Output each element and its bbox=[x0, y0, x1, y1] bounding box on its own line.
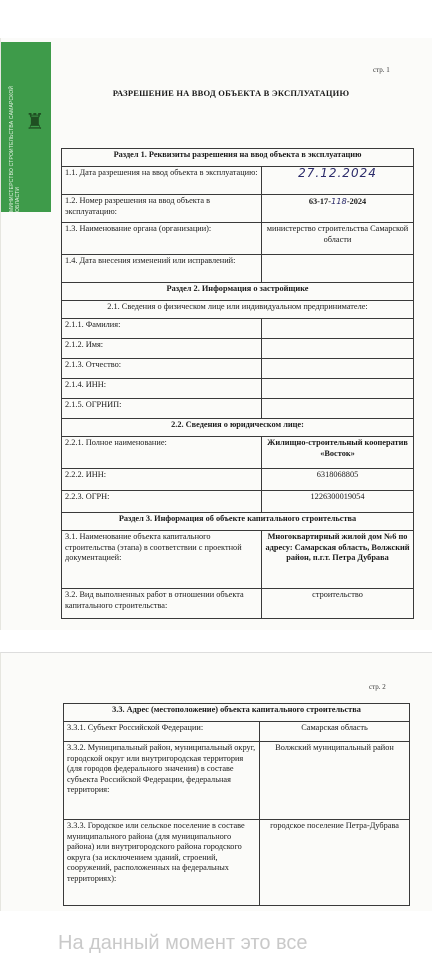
field-value bbox=[262, 339, 414, 359]
object-name-value: Многоквартирный жилой дом №6 по адресу: Самарская область, Волжский район, п.г.т. Петра Дубрава bbox=[262, 531, 414, 589]
field-label: 3.2. Вид выполненных работ в отношении объекта капитального строительства: bbox=[62, 589, 262, 619]
field-label: 3.3.1. Субъект Российской Федерации: bbox=[64, 722, 260, 742]
field-label: 2.2.1. Полное наименование: bbox=[62, 437, 262, 469]
field-label: 2.2.3. ОГРН: bbox=[62, 491, 262, 513]
caption-text: На данный момент это все bbox=[58, 932, 308, 954]
field-value bbox=[262, 359, 414, 379]
stamp-text: МИНИСТЕРСТВО СТРОИТЕЛЬСТВА САМАРСКОЙ ОБЛАСТИ bbox=[9, 85, 21, 212]
field-label: 1.3. Наименование органа (организации): bbox=[62, 223, 262, 255]
authority-value: министерство строительства Самарской области bbox=[262, 223, 414, 255]
permit-number-handwritten: 118 bbox=[330, 196, 347, 206]
field-label: 2.1.1. Фамилия: bbox=[62, 319, 262, 339]
document-title: РАЗРЕШЕНИЕ НА ВВОД ОБЪЕКТА В ЭКСПЛУАТАЦИЮ bbox=[112, 88, 350, 98]
field-value bbox=[262, 399, 414, 419]
field-label: 2.2.2. ИНН: bbox=[62, 469, 262, 491]
field-label: 3.3.3. Городское или сельское поселение в составе муниципального района (для муниципального района) или внутригородского района городского округа (за исключением зданий, строений, сооружений, расположенных на федеральных территориях): bbox=[64, 820, 260, 906]
coat-of-arms-icon: ♜ bbox=[25, 109, 45, 134]
district-value: Волжский муниципальный район bbox=[260, 742, 410, 820]
field-label: 2.1.4. ИНН: bbox=[62, 379, 262, 399]
field-label: 1.1. Дата разрешения на ввод объекта в эксплуатацию: bbox=[62, 167, 262, 195]
page-number: стр. 2 bbox=[369, 683, 386, 691]
section-1-heading: Раздел 1. Реквизиты разрешения на ввод объекта в эксплуатацию bbox=[62, 149, 414, 167]
field-value bbox=[262, 319, 414, 339]
field-label: 1.4. Дата внесения изменений или исправлений: bbox=[62, 255, 262, 283]
field-label: 3.1. Наименование объекта капитального строительства (этапа) в соответствии с проектной документацией: bbox=[62, 531, 262, 589]
page-number: стр. 1 bbox=[373, 66, 390, 74]
ogrn-value: 1226300019054 bbox=[262, 491, 414, 513]
registration-stamp bbox=[1, 42, 51, 212]
subsection-2-2-heading: 2.2. Сведения о юридическом лице: bbox=[62, 419, 414, 437]
permit-date-value: 27.12.2024 bbox=[262, 167, 414, 195]
address-table bbox=[63, 703, 410, 906]
subsection-2-1-heading: 2.1. Сведения о физическом лице или индивидуальном предпринимателе: bbox=[62, 301, 414, 319]
field-label: 2.1.5. ОГРНИП: bbox=[62, 399, 262, 419]
field-label: 1.2. Номер разрешения на ввод объекта в эксплуатацию: bbox=[62, 195, 262, 223]
field-label: 3.3.2. Муниципальный район, муниципальный округ, городской округ или внутригородская территория (для городов федерального значения) в составе субъекта Российской Федерации, федеральная территория: bbox=[64, 742, 260, 820]
document-page-2 bbox=[0, 652, 432, 911]
organization-name-value: Жилищно-строительный кооператив «Восток» bbox=[262, 437, 414, 469]
region-value: Самарская область bbox=[260, 722, 410, 742]
field-label: 2.1.3. Отчество: bbox=[62, 359, 262, 379]
permit-number-value bbox=[262, 195, 414, 223]
field-label: 2.1.2. Имя: bbox=[62, 339, 262, 359]
field-value bbox=[262, 255, 414, 283]
section-3-heading: Раздел 3. Информация об объекте капитального строительства bbox=[62, 513, 414, 531]
section-3-3-heading: 3.3. Адрес (местоположение) объекта капитального строительства bbox=[64, 704, 410, 722]
work-type-value: строительство bbox=[262, 589, 414, 619]
section-2-heading: Раздел 2. Информация о застройщике bbox=[62, 283, 414, 301]
document-page-1 bbox=[0, 38, 432, 630]
permit-table bbox=[61, 148, 414, 619]
permit-number-suffix: -2024 bbox=[346, 197, 367, 206]
settlement-value: городское поселение Петра-Дубрава bbox=[260, 820, 410, 906]
inn-value: 6318068805 bbox=[262, 469, 414, 491]
permit-number-prefix: 63-17- bbox=[308, 197, 331, 206]
field-value bbox=[262, 379, 414, 399]
